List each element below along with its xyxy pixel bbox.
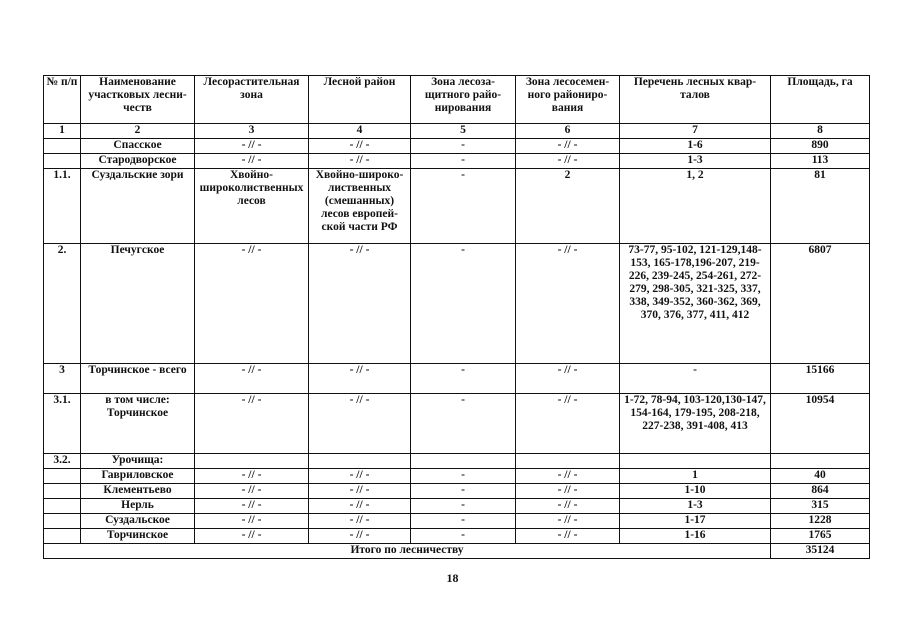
page-number: 18 <box>446 571 459 585</box>
forestry-name: Суздальские зори <box>81 169 195 244</box>
column-number: 7 <box>620 124 771 139</box>
column-number-row <box>44 124 870 139</box>
area-value: 113 <box>771 154 870 169</box>
vegetation-zone: - // - <box>195 529 309 544</box>
seed-zone: - // - <box>516 514 620 529</box>
protection-zone: - <box>411 154 516 169</box>
vegetation-zone: - // - <box>195 484 309 499</box>
table-row <box>44 484 870 499</box>
row-number: 2. <box>44 244 81 364</box>
protection-zone: - <box>411 394 516 454</box>
header-cell: Лесорастительная зона <box>195 76 309 124</box>
vegetation-zone: - // - <box>195 244 309 364</box>
column-number: 4 <box>309 124 411 139</box>
forestry-name: Печугское <box>81 244 195 364</box>
forest-district: - // - <box>309 154 411 169</box>
header-row <box>44 76 870 124</box>
quarters-list: 1-16 <box>620 529 771 544</box>
seed-zone: - // - <box>516 484 620 499</box>
forestry-name: Торчинское - всего <box>81 364 195 394</box>
seed-zone <box>516 454 620 469</box>
row-number <box>44 514 81 529</box>
table-row <box>44 529 870 544</box>
area-value: 864 <box>771 484 870 499</box>
row-number <box>44 529 81 544</box>
area-value: 15166 <box>771 364 870 394</box>
column-number: 5 <box>411 124 516 139</box>
table-row <box>44 514 870 529</box>
vegetation-zone: - // - <box>195 469 309 484</box>
seed-zone: - // - <box>516 469 620 484</box>
vegetation-zone: - // - <box>195 514 309 529</box>
column-number: 8 <box>771 124 870 139</box>
area-value: 1228 <box>771 514 870 529</box>
seed-zone: - // - <box>516 139 620 154</box>
forest-district: - // - <box>309 394 411 454</box>
forest-district <box>309 454 411 469</box>
quarters-list <box>620 454 771 469</box>
forestry-name: Торчинское <box>81 529 195 544</box>
quarters-list: 1-72, 78-94, 103-120,130-147, 154-164, 179-195, 208-218, 227-238, 391-408, 413 <box>620 394 771 454</box>
forestry-table <box>43 75 870 559</box>
table-row <box>44 154 870 169</box>
row-number: 1.1. <box>44 169 81 244</box>
forestry-name: Гавриловское <box>81 469 195 484</box>
protection-zone: - <box>411 364 516 394</box>
row-number: 3.2. <box>44 454 81 469</box>
forest-district: - // - <box>309 469 411 484</box>
table-row <box>44 244 870 364</box>
area-value: 890 <box>771 139 870 154</box>
table-row <box>44 499 870 514</box>
forestry-name: Нерль <box>81 499 195 514</box>
quarters-list: 1, 2 <box>620 169 771 244</box>
row-number <box>44 469 81 484</box>
forestry-name: Стародворское <box>81 154 195 169</box>
column-number: 6 <box>516 124 620 139</box>
protection-zone: - <box>411 529 516 544</box>
forest-district: - // - <box>309 499 411 514</box>
quarters-list: 1-10 <box>620 484 771 499</box>
quarters-list: 1-3 <box>620 499 771 514</box>
area-value <box>771 454 870 469</box>
header-cell: Наименование участковых лесни-честв <box>81 76 195 124</box>
seed-zone: - // - <box>516 394 620 454</box>
area-value: 81 <box>771 169 870 244</box>
header-cell: Лесной район <box>309 76 411 124</box>
forestry-name: Суздальское <box>81 514 195 529</box>
column-number: 3 <box>195 124 309 139</box>
header-cell: № п/п <box>44 76 81 124</box>
header-cell: Зона лесоза-щитного райо-нирования <box>411 76 516 124</box>
forest-district: - // - <box>309 529 411 544</box>
table-row <box>44 394 870 454</box>
forest-district: - // - <box>309 364 411 394</box>
protection-zone <box>411 454 516 469</box>
protection-zone: - <box>411 499 516 514</box>
seed-zone: - // - <box>516 244 620 364</box>
protection-zone: - <box>411 169 516 244</box>
seed-zone: - // - <box>516 529 620 544</box>
forest-district: Хвойно-широко-лиственных (смешанных) лесов европей-ской части РФ <box>309 169 411 244</box>
forest-district: - // - <box>309 484 411 499</box>
area-value: 40 <box>771 469 870 484</box>
table-row <box>44 469 870 484</box>
seed-zone: 2 <box>516 169 620 244</box>
table-row <box>44 454 870 469</box>
vegetation-zone: - // - <box>195 154 309 169</box>
protection-zone: - <box>411 484 516 499</box>
quarters-list: 1-6 <box>620 139 771 154</box>
forest-district: - // - <box>309 244 411 364</box>
quarters-list: 1-17 <box>620 514 771 529</box>
header-cell: Площадь, га <box>771 76 870 124</box>
column-number: 1 <box>44 124 81 139</box>
total-label: Итого по лесничеству <box>44 544 771 559</box>
quarters-list: 73-77, 95-102, 121-129,148-153, 165-178,196-207, 219-226, 239-245, 254-261, 272-279, 298-305, 321-325, 337, 338, 349-352, 360-362, 369, 370, 376, 377, 411, 412 <box>620 244 771 364</box>
forest-district: - // - <box>309 139 411 154</box>
row-number <box>44 484 81 499</box>
column-number: 2 <box>81 124 195 139</box>
quarters-list: 1 <box>620 469 771 484</box>
protection-zone: - <box>411 469 516 484</box>
header-cell: Перечень лесных квар-талов <box>620 76 771 124</box>
table-row <box>44 364 870 394</box>
protection-zone: - <box>411 514 516 529</box>
row-number: 3.1. <box>44 394 81 454</box>
table-row <box>44 139 870 154</box>
vegetation-zone: - // - <box>195 364 309 394</box>
total-value: 35124 <box>771 544 870 559</box>
row-number <box>44 499 81 514</box>
area-value: 10954 <box>771 394 870 454</box>
quarters-list: - <box>620 364 771 394</box>
protection-zone: - <box>411 139 516 154</box>
vegetation-zone: - // - <box>195 394 309 454</box>
seed-zone: - // - <box>516 499 620 514</box>
vegetation-zone: - // - <box>195 499 309 514</box>
vegetation-zone: - // - <box>195 139 309 154</box>
area-value: 6807 <box>771 244 870 364</box>
forest-district: - // - <box>309 514 411 529</box>
forestry-name: Спасское <box>81 139 195 154</box>
total-row <box>44 544 870 559</box>
row-number <box>44 154 81 169</box>
forestry-name: Клементьево <box>81 484 195 499</box>
protection-zone: - <box>411 244 516 364</box>
forestry-name: Урочища: <box>81 454 195 469</box>
forestry-name: в том числе: Торчинское <box>81 394 195 454</box>
area-value: 1765 <box>771 529 870 544</box>
seed-zone: - // - <box>516 154 620 169</box>
vegetation-zone <box>195 454 309 469</box>
header-cell: Зона лесосемен-ного райониро-вания <box>516 76 620 124</box>
table-row <box>44 169 870 244</box>
seed-zone: - // - <box>516 364 620 394</box>
vegetation-zone: Хвойно-широколиственных лесов <box>195 169 309 244</box>
row-number <box>44 139 81 154</box>
row-number: 3 <box>44 364 81 394</box>
area-value: 315 <box>771 499 870 514</box>
quarters-list: 1-3 <box>620 154 771 169</box>
